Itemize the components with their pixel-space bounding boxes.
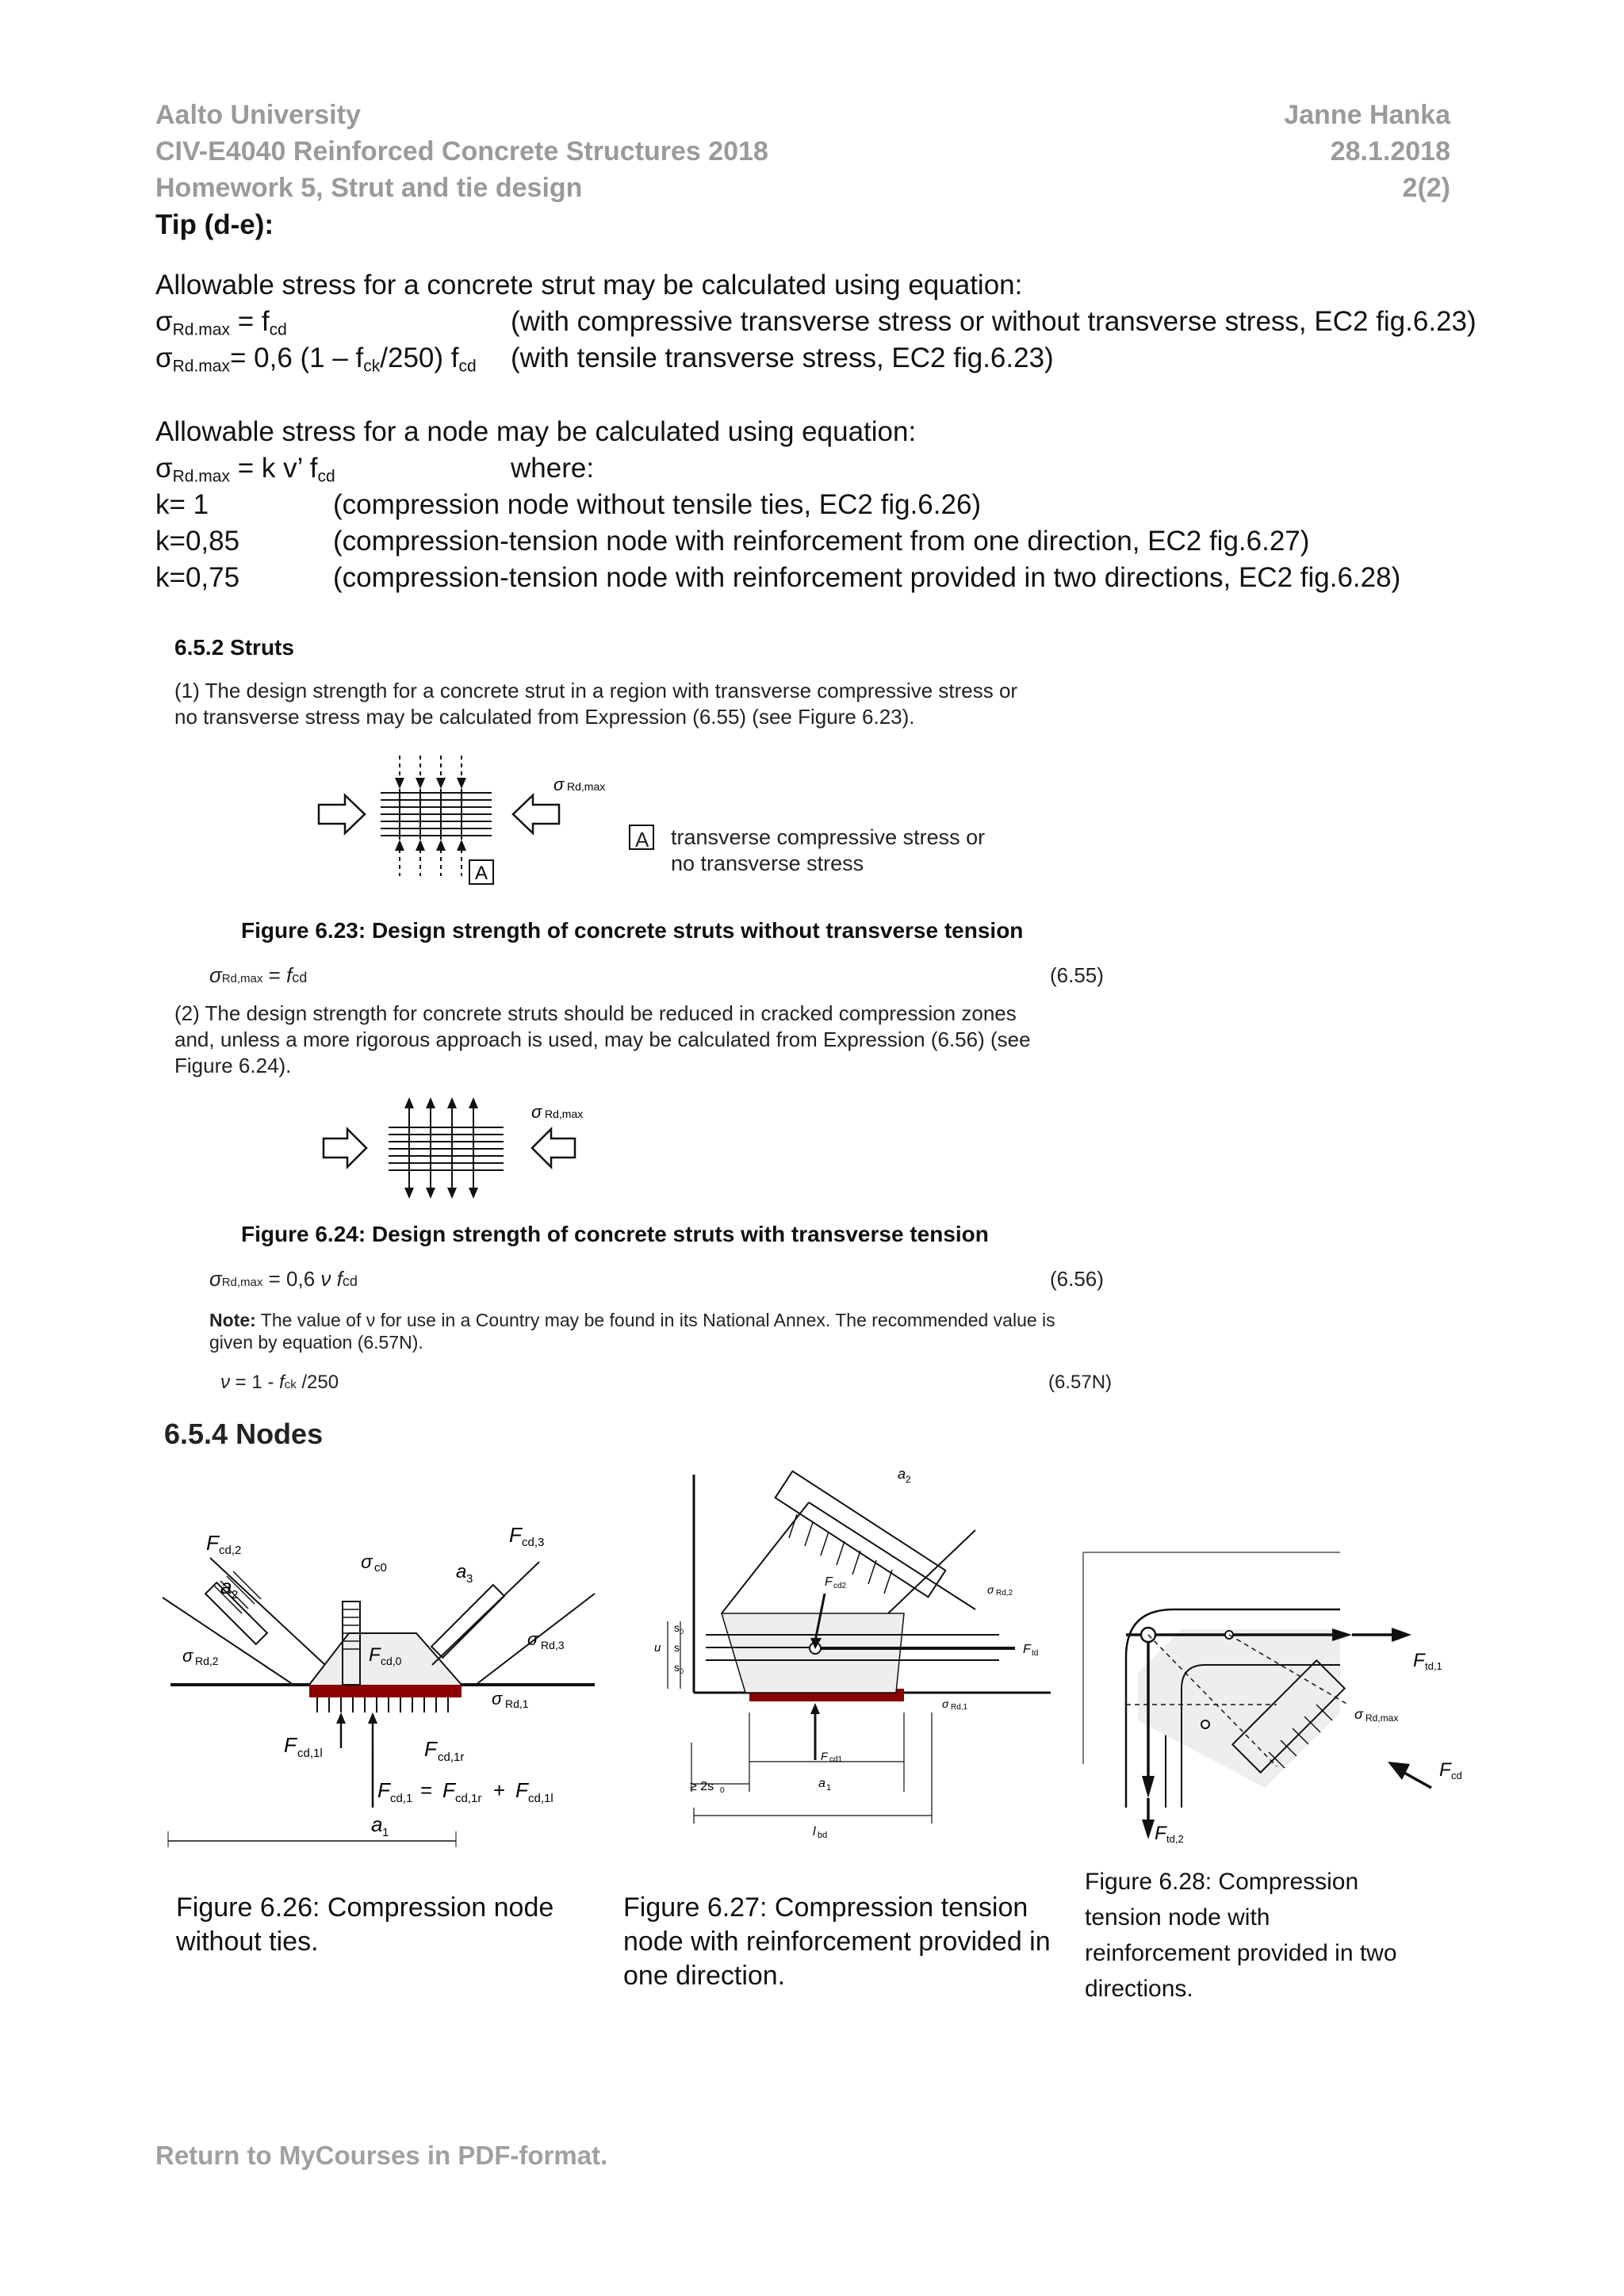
svg-text:bd: bd (818, 1831, 828, 1840)
svg-text:F: F (1439, 1759, 1451, 1781)
svg-text:σ: σ (987, 1583, 994, 1596)
figure-623-drawing (301, 749, 1015, 892)
strut-equation-1: $\sigma_{Rd.max} = f_{cd}$ (155, 306, 287, 339)
legend-text-line2: no transverse stress (671, 851, 864, 875)
header-page: 2(2) (1402, 173, 1450, 203)
equation-656-number: (6.56) (1050, 1267, 1104, 1291)
svg-text:cd,1: cd,1 (390, 1792, 413, 1805)
header-author: Janne Hanka (1284, 100, 1450, 130)
svg-text:σ: σ (182, 1646, 193, 1666)
struts-para2-line1: (2) The design strength for concrete struts should be reduced in cracked compression zones (174, 1001, 1017, 1025)
svg-text:3: 3 (466, 1572, 473, 1586)
svg-text:F: F (1413, 1650, 1425, 1671)
section-652-heading: 6.5.2 Struts (174, 635, 294, 660)
k-desc-3: (compression-tension node with reinforcement provided in two directions, EC2 fig.6.28) (333, 562, 1401, 593)
node-equation: $\sigma_{Rd.max} = k$ v’ $f_{cd}$ (155, 453, 335, 486)
svg-text:0: 0 (680, 1628, 684, 1636)
svg-text:F: F (515, 1778, 528, 1802)
svg-text:c0: c0 (374, 1561, 387, 1575)
svg-text:F: F (424, 1737, 437, 1761)
legend-box-label: A (635, 828, 649, 851)
strut-equation-2-note: (with tensile transverse stress, EC2 fig.6.23) (511, 342, 1054, 373)
svg-text:s: s (674, 1621, 680, 1634)
svg-text:σ: σ (942, 1697, 949, 1710)
struts-para1-line1: (1) The design strength for a concrete strut in a region with transverse compressive stress or (174, 679, 1018, 702)
svg-text:Rd,max: Rd,max (545, 1108, 584, 1120)
svg-text:F: F (284, 1733, 297, 1757)
note-text-1: The value of ν for use in a Country may be found in its National Annex. The recommended value is (260, 1310, 1055, 1330)
strut-intro: Allowable stress for a concrete strut may be calculated using equation: (155, 270, 1023, 300)
figure-624-caption: Figure 6.24: Design strength of concrete struts with transverse tension (241, 1222, 989, 1246)
svg-text:Rd,max: Rd,max (567, 780, 606, 793)
equation-656: σRd,max = 0,6 ν fcd (209, 1267, 358, 1291)
svg-text:Rd,3: Rd,3 (541, 1639, 565, 1651)
svg-text:a: a (456, 1561, 467, 1582)
legend-text-line1: transverse compressive stress or (671, 825, 986, 849)
svg-text:F: F (377, 1778, 390, 1802)
struts-para1-line2: no transverse stress may be calculated from Expression (6.55) (see Figure 6.23). (174, 705, 915, 729)
svg-text:Rd,2: Rd,2 (996, 1589, 1013, 1598)
svg-text:s: s (674, 1641, 680, 1654)
node-intro: Allowable stress for a node may be calculated using equation: (155, 416, 917, 447)
svg-text:1: 1 (826, 1783, 832, 1793)
svg-text:Rd,max: Rd,max (1365, 1712, 1399, 1724)
svg-text:F: F (825, 1575, 833, 1589)
k-value-1: k= 1 (155, 489, 209, 520)
svg-text:2: 2 (906, 1474, 911, 1485)
svg-text:a: a (220, 1575, 232, 1598)
svg-text:l: l (813, 1825, 816, 1839)
svg-text:≥ 2s: ≥ 2s (690, 1780, 714, 1793)
svg-text:0: 0 (680, 1667, 684, 1675)
svg-text:0: 0 (720, 1786, 725, 1795)
svg-text:a: a (818, 1777, 825, 1790)
svg-text:Rd,2: Rd,2 (195, 1655, 219, 1667)
svg-text:cd,1l: cd,1l (297, 1747, 323, 1760)
svg-text:td,1: td,1 (1425, 1660, 1442, 1672)
svg-text:+: + (493, 1778, 506, 1802)
svg-text:σ: σ (527, 1629, 538, 1649)
svg-text:F: F (1023, 1643, 1031, 1656)
svg-text:F: F (206, 1531, 219, 1555)
svg-text:td,2: td,2 (1166, 1833, 1184, 1845)
struts-para2-line3: Figure 6.24). (174, 1054, 292, 1077)
figure-626-caption: Figure 6.26: Compression node without ties. (176, 1892, 554, 1957)
svg-text:a: a (898, 1466, 906, 1482)
equation-655: σRd,max = fcd (209, 963, 308, 987)
figure-626-drawing (167, 1483, 603, 1855)
strut-equation-1-note: (with compressive transverse stress or without transverse stress, EC2 fig.6.23) (511, 306, 1477, 337)
struts-para2-line2: and, unless a more rigorous approach is used, may be calculated from Expression (6.56) (see (174, 1027, 1031, 1051)
svg-text:Rd,1: Rd,1 (951, 1703, 968, 1712)
svg-text:cd1: cd1 (829, 1755, 843, 1764)
svg-text:σ: σ (1354, 1706, 1363, 1722)
figure-627-caption: Figure 6.27: Compression tension node with reinforcement provided in one direction. (623, 1892, 1051, 1991)
svg-text:u: u (654, 1641, 661, 1655)
strut-equation-2: $\sigma_{Rd.max}= 0,6$ $(1 - f_{ck}/250)$ $f_{cd}$ (155, 342, 477, 376)
svg-text:=: = (420, 1778, 433, 1802)
figure-628-caption: Figure 6.28: Compression tension node with reinforcement provided in two directions. (1085, 1869, 1397, 2002)
svg-text:A: A (475, 863, 488, 884)
figure-624-drawing (301, 1094, 603, 1197)
node-where: where: (511, 453, 595, 484)
tip-title: Tip (d-e): (155, 209, 274, 240)
svg-text:cd,1r: cd,1r (438, 1751, 465, 1764)
note-line1 (209, 1309, 1055, 1331)
header-university: Aalto University (155, 100, 361, 130)
footer-note: Return to MyCourses in PDF-format. (155, 2141, 608, 2170)
svg-text:Rd,1: Rd,1 (505, 1697, 529, 1710)
note-line2: given by equation (6.57N). (209, 1332, 423, 1353)
svg-text:F: F (821, 1750, 828, 1762)
section-654-heading: 6.5.4 Nodes (164, 1418, 324, 1450)
header-course: CIV-E4040 Reinforced Concrete Structures 2018 (155, 136, 768, 166)
svg-text:cd2: cd2 (833, 1582, 847, 1590)
k-desc-1: (compression node without tensile ties, EC2 fig.6.26) (333, 489, 982, 520)
k-value-2: k=0,85 (155, 526, 240, 557)
svg-text:a: a (371, 1812, 383, 1836)
header-homework: Homework 5, Strut and tie design (155, 173, 583, 203)
figure-627-drawing (619, 1459, 1063, 1839)
svg-text:cd,3: cd,3 (522, 1536, 545, 1549)
figure-628-drawing (1078, 1546, 1491, 1847)
svg-text:F: F (1155, 1823, 1166, 1844)
svg-text:2: 2 (232, 1588, 239, 1601)
svg-text:F: F (509, 1523, 522, 1547)
svg-text:cd,0: cd,0 (381, 1655, 402, 1667)
svg-text:1: 1 (382, 1826, 389, 1839)
svg-text:σ: σ (361, 1552, 373, 1573)
k-desc-2: (compression-tension node with reinforcement from one direction, EC2 fig.6.27) (333, 526, 1310, 557)
svg-text:cd,1r: cd,1r (455, 1792, 482, 1805)
svg-text:cd,1l: cd,1l (528, 1792, 553, 1805)
svg-text:F: F (442, 1778, 455, 1802)
svg-text:cd: cd (1451, 1770, 1462, 1781)
svg-text:F: F (369, 1644, 381, 1666)
note-label: Note: (209, 1310, 256, 1330)
svg-text:td: td (1032, 1649, 1039, 1658)
figure-623-caption: Figure 6.23: Design strength of concrete struts without transverse tension (241, 918, 1024, 943)
svg-text:σ: σ (553, 775, 565, 794)
svg-text:σ: σ (492, 1689, 503, 1709)
k-value-3: k=0,75 (155, 562, 240, 593)
header-date: 28.1.2018 (1330, 136, 1450, 166)
equation-657-number: (6.57N) (1048, 1372, 1113, 1393)
svg-text:s: s (674, 1661, 680, 1674)
equation-655-number: (6.55) (1050, 963, 1104, 987)
svg-text:cd,2: cd,2 (219, 1544, 242, 1557)
equation-657: ν = 1 - fck /250 (220, 1372, 339, 1393)
svg-text:σ: σ (531, 1102, 542, 1122)
